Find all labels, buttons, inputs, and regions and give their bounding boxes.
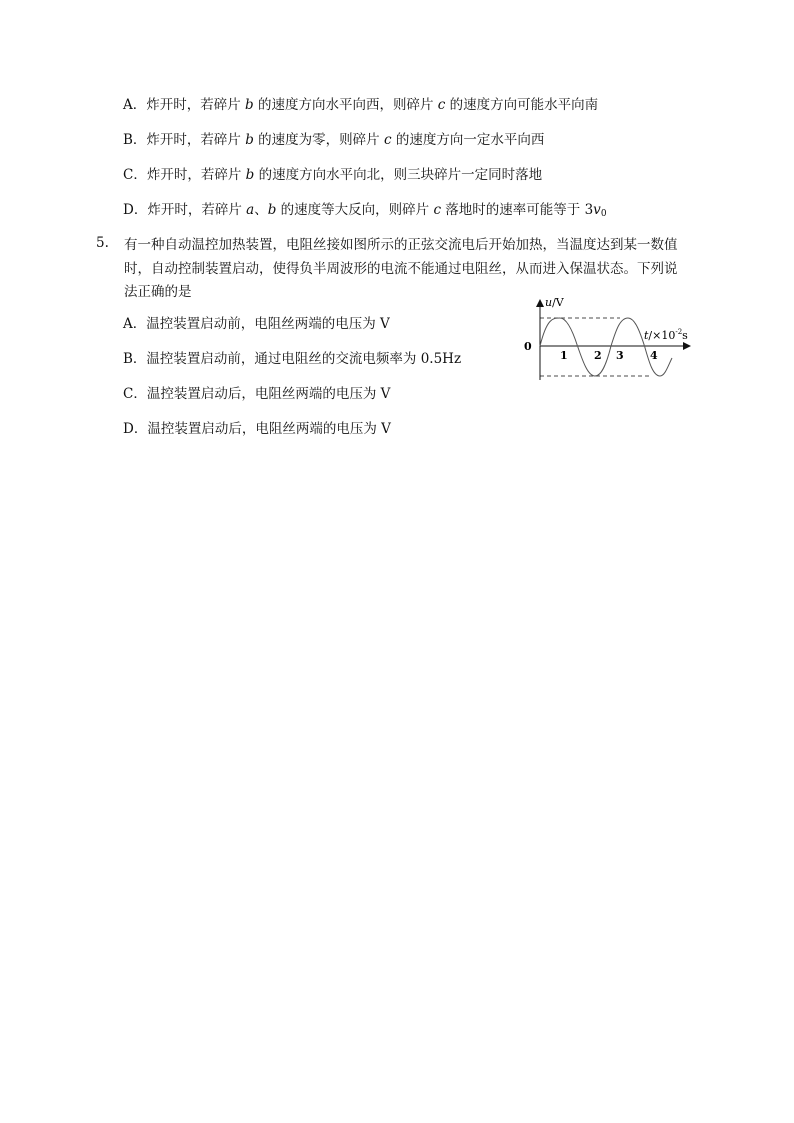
q4-option-a-var1: b: [245, 97, 254, 113]
q5-option-c: C．温控装置启动后，电阻丝两端的电压为 V: [123, 386, 391, 402]
voltage-time-graph: [520, 292, 700, 392]
q4-option-d: [123, 201, 607, 223]
tick-label-3: 3: [616, 349, 624, 362]
origin-label: 0: [524, 340, 532, 353]
q4-option-d-var3: c: [433, 202, 441, 218]
q5-stem-line2: 时，自动控制装置启动，使得负半周波形的电流不能通过电阻丝，从而进入保温状态。下列说: [124, 260, 678, 277]
q4-option-a-mid: 的速度方向水平向西，则碎片: [253, 97, 438, 113]
q4-option-d-post: 落地时的速率可能等于 3: [441, 202, 594, 218]
q4-option-c-post: 的速度方向水平向北，则三块碎片一定同时落地: [254, 167, 543, 183]
q4-option-b-var1: b: [245, 132, 254, 148]
q4-option-b-post: 的速度方向一定水平向西: [391, 132, 545, 148]
q4-option-d-sep: 、: [254, 202, 268, 218]
q4-option-b-var2: c: [383, 132, 392, 148]
q4-option-a-pre: A．炸开时，若碎片: [123, 97, 246, 113]
sine-wave: [540, 318, 672, 376]
y-axis-label: u/V: [545, 296, 564, 309]
q4-option-d-vsym: v: [593, 202, 601, 218]
q5-option-b: B．温控装置启动前，通过电阻丝的交流电频率为 0.5Hz: [123, 351, 462, 367]
q5-option-d: D．温控装置启动后，电阻丝两端的电压为 V: [123, 421, 391, 437]
q4-option-c-var1: b: [245, 167, 255, 183]
q4-option-d-mid: 的速度等大反向，则碎片: [276, 202, 434, 218]
q5-option-a: A．温控装置启动前，电阻丝两端的电压为 V: [123, 316, 390, 332]
q4-option-b: [123, 131, 544, 149]
q4-option-d-var2: b: [267, 202, 277, 218]
tick-label-1: 1: [560, 349, 568, 362]
q5-number: 5.: [96, 235, 109, 251]
q4-option-d-pre: D．炸开时，若碎片: [123, 202, 247, 218]
x-axis-label: $t/\times 10^{-2}s$: [644, 328, 688, 342]
q5-stem-line3: 法正确的是: [124, 284, 192, 300]
q4-option-d-var1: a: [246, 202, 255, 218]
q4-option-a-post: 的速度方向可能水平向南: [445, 97, 599, 113]
q4-option-a: [123, 96, 598, 114]
q4-option-a-var2: c: [437, 97, 446, 113]
tick-label-4: 4: [650, 349, 658, 362]
q4-option-b-mid: 的速度为零，则碎片: [253, 132, 384, 148]
q4-option-b-pre: B．炸开时，若碎片: [123, 132, 246, 148]
q4-option-c: [123, 166, 542, 184]
tick-label-2: 2: [594, 349, 602, 362]
q5-stem-line1: 有一种自动温控加热装置，电阻丝接如图所示的正弦交流电后开始加热，当温度达到某一数值: [124, 237, 678, 253]
q4-option-d-vsub: 0: [600, 209, 607, 219]
q4-option-c-pre: C．炸开时，若碎片: [123, 167, 246, 183]
